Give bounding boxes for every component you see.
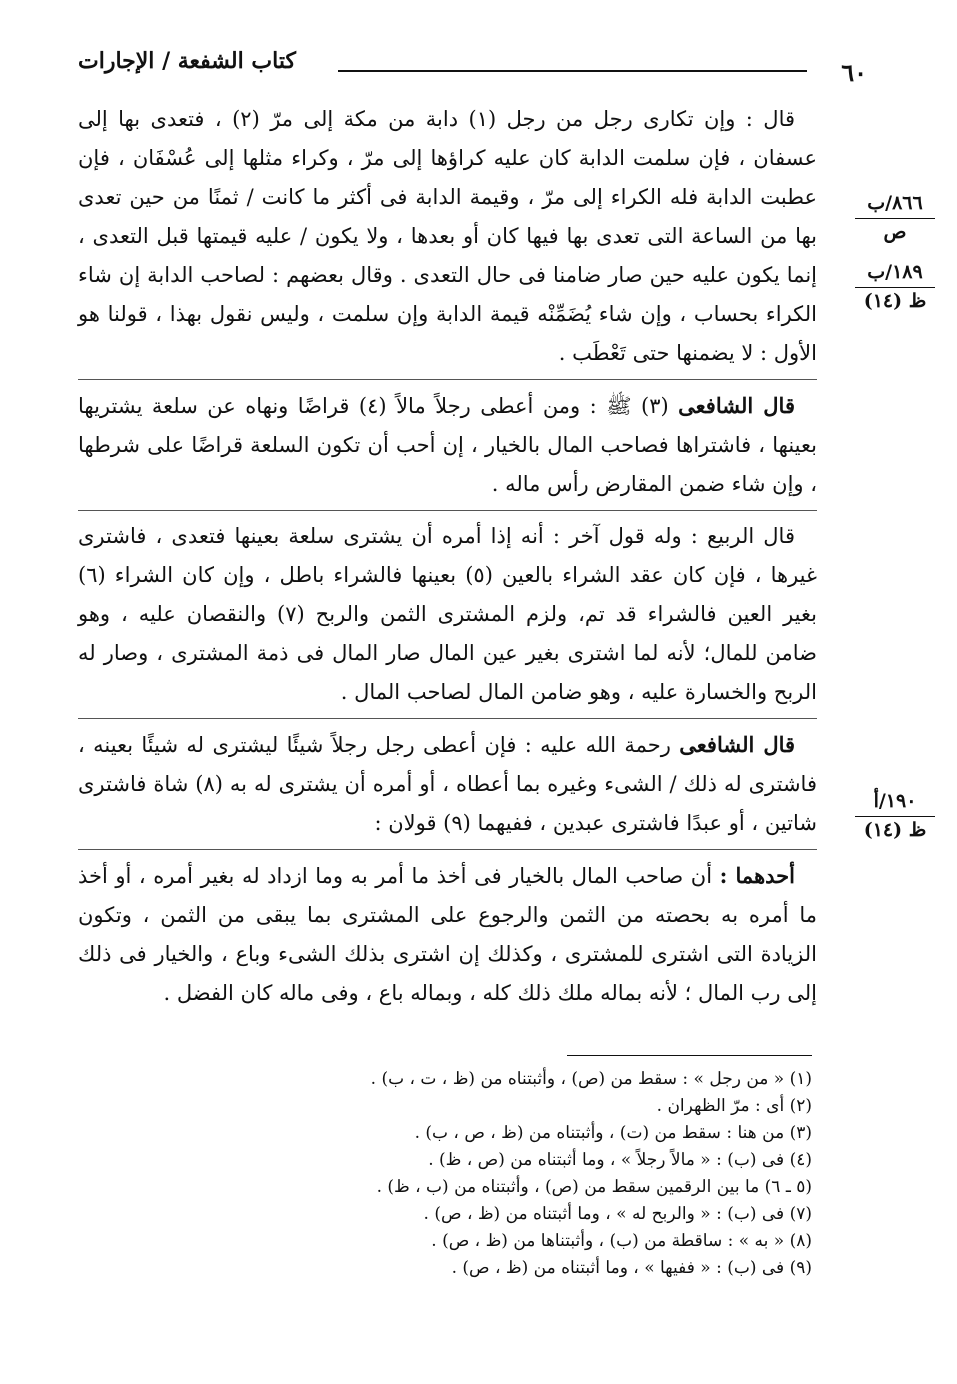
footnote: (٩) فى (ب) : « ففيها » ، وما أثبتناه من (ظ ، ص) . xyxy=(451,1258,812,1278)
main-text xyxy=(78,100,817,1013)
paragraph-divider xyxy=(78,718,817,719)
paragraph-text: أن صاحب المال بالخيار فى أخذ ما أمر به وما ازداد له بغير أمره ، أو أخذ ما أمره به بحصته من الثمن والرجوع على المشترى بما يبقى من الثمن ، وتكون الزيادة التى اشترى للمشترى ، وكذلك إن اشترى بذلك الشىء وباع ، والخيار فى ذلك إلى رب المال ؛ لأنه بماله ملك ذلك كله ، وبماله باع ، وفى ماله كان الفضل . xyxy=(78,864,817,1005)
page-header xyxy=(78,48,867,88)
margin-folio-line: ص xyxy=(883,221,907,243)
margin-folio-line: ١٨٩/ب xyxy=(855,259,935,288)
paragraph: قال : وإن تكارى رجل من رجل (١) دابة من مكة إلى مرّ (٢) ، فتعدى بها إلى عسفان ، فإن سلمت الدابة كان عليه كراؤها إلى مرّ ، وكراء مثلها إلى عُسْفَان ، فإن عطبت الدابة فله الكراء إلى مرّ ، وقيمة الدابة فى أكثر ما كانت / ثمنًا من حين تعدى بها من الساعة التى تعدى بها فيها كان أو بعدها ، ولا يكون / عليه قيمتها قبل التعدى ، إنما يكون عليه حين صار ضامنا فى حال التعدى . وقال بعضهم : لصاحب الدابة إن شاء الكراء بحساب ، وإن شاء يُضَمِّنْه قيمة الدابة وإن سلمت ، وليس نقول بهذا ، قولنا هو الأول : لا يضمنها حتى تَعْطَب . xyxy=(78,107,817,365)
paragraph-divider xyxy=(78,849,817,850)
paragraph xyxy=(78,725,817,843)
footnote: (٧) فى (ب) : « والربح له » ، وما أثبتناه من (ظ ، ص) . xyxy=(423,1204,812,1224)
footnote: (١) « من رجل » : سقط من (ص) ، وأثبتناه من (ظ ، ت ، ب) . xyxy=(370,1069,812,1089)
paragraph-divider xyxy=(78,510,817,511)
margin-note-manuscript-folios xyxy=(855,190,935,314)
footnote: (٢) أى : مرّ الظهران . xyxy=(656,1096,812,1116)
margin-note-manuscript-folios xyxy=(855,788,935,843)
paragraph xyxy=(78,856,817,1013)
paragraph-lead: أحدهما : xyxy=(719,863,795,888)
paragraph-divider xyxy=(78,379,817,380)
paragraph: قال الربيع : وله قول آخر : أنه إذا أمره أن يشترى سلعة بعينها فتعدى ، فاشترى غيرها ، فإن كان عقد الشراء بالعين (٥) بعينها فالشراء باطل ، وإن كان الشراء (٦) بغير العين فالشراء قد تم، ولزم المشترى الثمن والربح (٧) والنقصان عليه ، وهو ضامن للمال؛ لأنه لما اشترى بغير عين المال صار المال فى ذمة المشترى ، وصار له الربح والخسارة عليه ، وهو ضامن المال لصاحب المال . xyxy=(78,524,817,704)
paragraph-lead: قال الشافعى xyxy=(679,732,796,757)
margin-folio-line: ظ (١٤) xyxy=(863,819,927,841)
footnote: (٤) فى (ب) : « مالاً رجلاً » ، وما أثبتناه من (ص ، ظ) . xyxy=(428,1150,812,1170)
footnotes xyxy=(330,1066,812,1282)
margin-folio-line: ٨٦٦/ب xyxy=(855,190,935,219)
footnote: (٣) من هنا : سقط من (ت) ، وأثبتناه من (ظ ، ص ، ب) . xyxy=(414,1123,812,1143)
paragraph-text: (٣) ﷺ : ومن أعطى رجلاً مالاً (٤) قراضًا ونهاه عن سلعة يشتريها بعينها ، فاشتراها فصاحب المال بالخيار ، إن أحب أن تكون السلعة قراضًا على شرطها ، وإن شاء ضمن المقارض رأس ماله . xyxy=(78,394,817,496)
margin-folio-line: ١٩٠/أ xyxy=(855,788,935,817)
header-rule xyxy=(338,70,807,72)
paragraph-text: رحمة الله عليه : فإن أعطى رجل رجلاً شيئًا ليشترى له شيئًا بعينه ، فاشترى له ذلك / الشىء وغيره بما أعطاه ، أو أمره أن يشترى له به (٨) شاة فاشترى شاتين ، أو عبدًا فاشترى عبدين ، ففيهما (٩) قولان : xyxy=(78,733,817,835)
paragraph-lead: قال الشافعى xyxy=(678,393,795,418)
footnote-rule xyxy=(567,1055,812,1056)
page-number: ٦٠ xyxy=(841,58,867,87)
margin-folio-line: ظ (١٤) xyxy=(863,290,927,312)
footnote: (٨) « به » : ساقطة من (ب) ، وأثبتناها من (ظ ، ص) . xyxy=(431,1231,812,1251)
footnote: (٥ ـ ٦) ما بين الرقمين سقط من (ص) ، وأثبتناه من (ب ، ظ) . xyxy=(376,1177,812,1197)
running-title: كتاب الشفعة / الإجارات xyxy=(78,48,296,74)
paragraph xyxy=(78,386,817,504)
